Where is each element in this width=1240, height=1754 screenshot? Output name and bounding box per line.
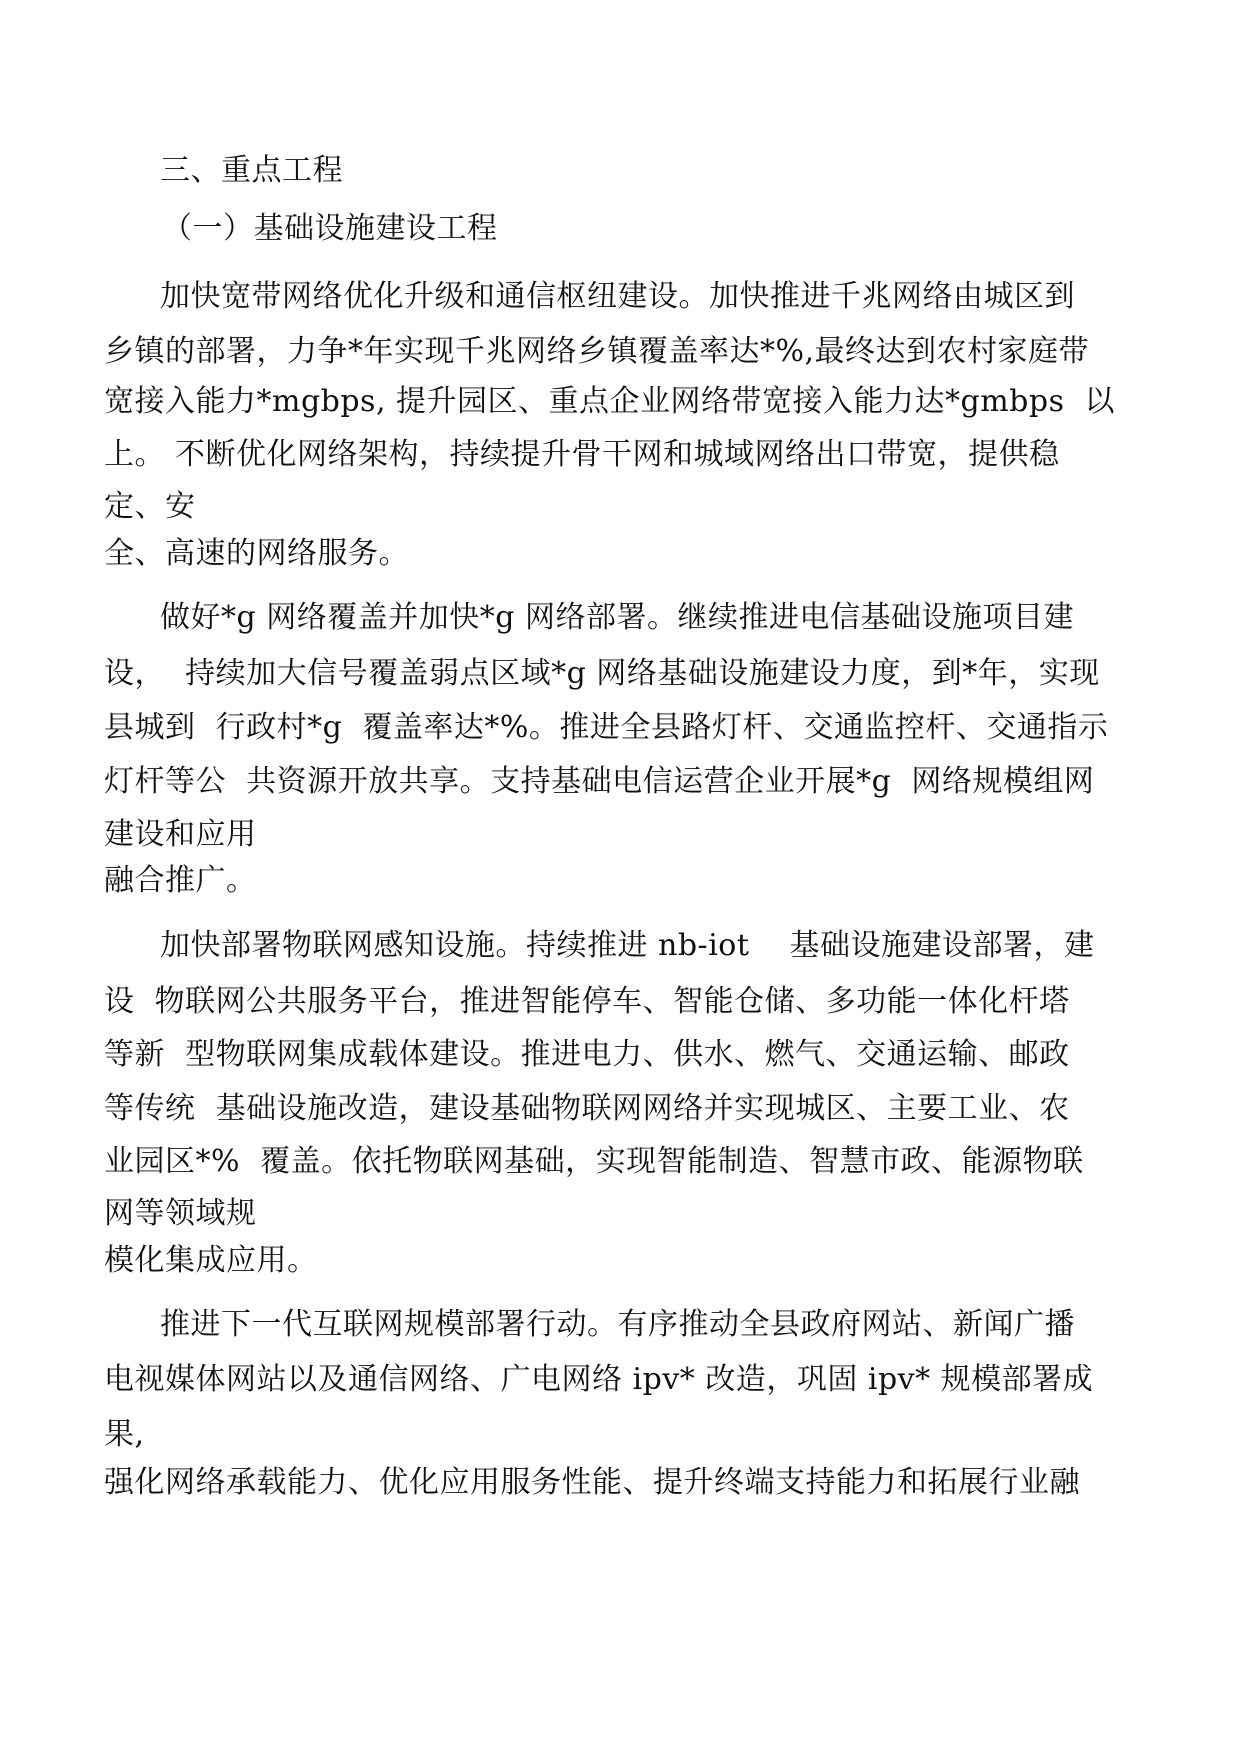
paragraph-3-line-2: 设 物联网公共服务平台，推进智能停车、智能仓储、多功能一体化杆塔 bbox=[104, 984, 1070, 1019]
paragraph-4-line-1: 推进下一代互联网规模部署行动。有序推动全县政府网站、新闻广播 bbox=[160, 1307, 1075, 1342]
paragraph-2-line-2: 设， 持续加大信号覆盖弱点区域*g 网络基础设施建设力度，到*年，实现 bbox=[104, 656, 1100, 691]
paragraph-1-line-1: 加快宽带网络优化升级和通信枢纽建设。加快推进千兆网络由城区到 bbox=[160, 279, 1075, 314]
paragraph-1-line-6: 全、高速的网络服务。 bbox=[104, 536, 409, 571]
paragraph-1-line-2: 乡镇的部署，力争*年实现千兆网络乡镇覆盖率达*%,最终达到农村家庭带 bbox=[104, 334, 1090, 369]
paragraph-2-line-5: 建设和应用 bbox=[104, 817, 257, 852]
paragraph-4-line-4: 强化网络承载能力、优化应用服务性能、提升终端支持能力和拓展行业融 bbox=[104, 1465, 1080, 1500]
subsection-heading: （一）基础设施建设工程 bbox=[162, 211, 498, 246]
paragraph-2-line-1: 做好*g 网络覆盖并加快*g 网络部署。继续推进电信基础设施项目建 bbox=[160, 600, 1074, 635]
section-heading: 三、重点工程 bbox=[160, 153, 343, 188]
paragraph-3-line-7: 模化集成应用。 bbox=[104, 1243, 318, 1278]
paragraph-3-line-4: 等传统 基础设施改造，建设基础物联网网络并实现城区、主要工业、农 bbox=[104, 1091, 1070, 1126]
paragraph-2-line-3: 县城到 行政村*g 覆盖率达*%。推进全县路灯杆、交通监控杆、交通指示 bbox=[104, 710, 1109, 745]
paragraph-3-line-1: 加快部署物联网感知设施。持续推进 nb-iot 基础设施建设部署，建 bbox=[160, 928, 1095, 963]
paragraph-3-line-3: 等新 型物联网集成载体建设。推进电力、供水、燃气、交通运输、邮政 bbox=[104, 1037, 1070, 1072]
paragraph-1-line-3: 宽接入能力*mgbps, 提升园区、重点企业网络带宽接入能力达*gmbps 以 bbox=[104, 384, 1116, 419]
paragraph-1-line-4: 上。 不断优化网络架构，持续提升骨干网和城域网络出口带宽，提供稳 bbox=[104, 437, 1060, 472]
paragraph-1-line-5: 定、安 bbox=[104, 489, 196, 524]
paragraph-2-line-4: 灯杆等公 共资源开放共享。支持基础电信运营企业开展*g 网络规模组网 bbox=[104, 764, 1095, 799]
paragraph-2-line-6: 融合推广。 bbox=[104, 863, 257, 898]
paragraph-4-line-2: 电视媒体网站以及通信网络、广电网络 ipv* 改造，巩固 ipv* 规模部署成 bbox=[104, 1362, 1094, 1397]
paragraph-3-line-6: 网等领域规 bbox=[104, 1196, 257, 1231]
paragraph-3-line-5: 业园区*% 覆盖。依托物联网基础，实现智能制造、智慧市政、能源物联 bbox=[104, 1144, 1084, 1179]
paragraph-4-line-3: 果, bbox=[104, 1417, 145, 1452]
